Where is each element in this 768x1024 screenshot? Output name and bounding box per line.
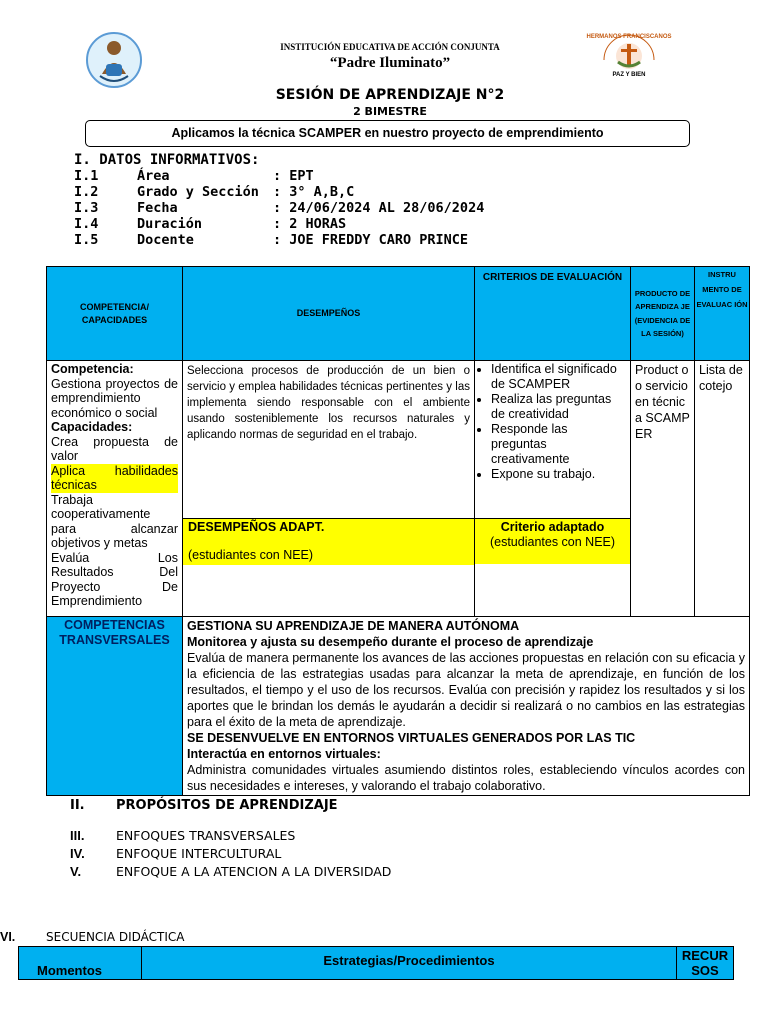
trans-text-2: Administra comunidades virtuales asumiendo distintos roles, estableciendo vínculos acordes con sus necesidades e intereses, y valorando el trabajo colaborativo. [187, 763, 745, 793]
competencia-cell [47, 361, 183, 617]
datos-num: I.5 [74, 232, 99, 248]
datos-label: Grado y Sección [137, 184, 259, 200]
datos-value: : EPT [273, 168, 314, 184]
datos-value: : JOE FREDDY CARO PRINCE [273, 232, 469, 248]
trans-sub-2: Interactúa en entornos virtuales: [187, 747, 381, 761]
capacidad-item: Trabaja cooperativamente para alcanzar objetivos y metas [51, 492, 178, 550]
section-6-num: VI. [0, 930, 16, 944]
section-5-num: V. [70, 864, 82, 879]
momentos-header: Momentos [19, 947, 142, 980]
svg-text:HERMANOS FRANCISCANOS: HERMANOS FRANCISCANOS [586, 34, 672, 40]
header-criterios: CRITERIOS DE EVALUACIÓN [475, 267, 631, 361]
criterio-item: • Expone su trabajo. [491, 467, 626, 482]
datos-value: : 24/06/2024 AL 28/06/2024 [273, 200, 485, 216]
desempeno-cell: Selecciona procesos de producción de un bien o servicio y emplea habilidades técnicas pertinentes y las implementa siendo responsable con el ambiente usando sosteniblemente los recursos naturales y aplicando normas de seguridad en el trabajo. [183, 361, 475, 519]
competencias-table [46, 266, 750, 796]
section-6-heading: SECUENCIA DIDÁCTICA [46, 930, 185, 944]
header-producto: PRODUCTO DE APRENDIZA JE (EVIDENCIA DE LA SESIÓN) [631, 267, 695, 361]
desempenos-adapt-box [183, 519, 474, 565]
instrumento-cell: Lista de cotejo [695, 361, 750, 617]
criterio-item: • Responde las preguntas creativamente [491, 422, 626, 467]
datos-num: I.1 [74, 168, 99, 184]
bimester: 2 BIMESTRE [353, 105, 427, 118]
franciscan-logo [586, 26, 672, 91]
section-5-heading: ENFOQUE A LA ATENCION A LA DIVERSIDAD [116, 864, 392, 879]
motto-text: PAZ Y BIEN [612, 72, 646, 78]
section-3-heading: ENFOQUES TRANSVERSALES [116, 828, 296, 843]
capacidades-label: Capacidades: [51, 420, 133, 434]
criterio-adapt-note: (estudiantes con NEE) [489, 535, 616, 549]
desempenos-adapt-cell [183, 519, 475, 617]
session-title: SESIÓN DE APRENDIZAJE N°2 [275, 87, 505, 103]
proposito-heading: PROPÓSITOS DE APRENDIZAJE [116, 798, 338, 813]
trans-title-1: GESTIONA SU APRENDIZAJE DE MANERA AUTÓNOMA [187, 619, 520, 633]
trans-title-2: SE DESENVUELVE EN ENTORNOS VIRTUALES GENERADOS POR LAS TIC [187, 731, 636, 745]
desempenos-adapt-note: (estudiantes con NEE) [188, 548, 314, 562]
datos-value: : 2 HORAS [273, 216, 347, 232]
trans-sub-1: Monitorea y ajusta su desempeño durante el proceso de aprendizaje [187, 635, 594, 649]
datos-title: I. DATOS INFORMATIVOS: [74, 152, 260, 168]
transversales-row [47, 617, 750, 796]
proposito-num: II. [70, 798, 85, 813]
producto-cell: Product o o servicio en técnica SCAMP ER [631, 361, 695, 617]
criterios-cell [475, 361, 631, 519]
competencia-text: Gestiona proyectos de emprendimiento económico o social [51, 376, 178, 420]
datos-label: Fecha [137, 200, 178, 216]
transversales-label: COMPETENCIAS TRANSVERSALES [47, 617, 183, 796]
section-3-num: III. [70, 828, 85, 843]
criterio-adapt-box [475, 519, 630, 564]
datos-num: I.4 [74, 216, 99, 232]
section-4-num: IV. [70, 846, 85, 861]
header-desempenos: DESEMPEÑOS [183, 267, 475, 361]
datos-num: I.3 [74, 200, 99, 216]
session-topic: Aplicamos la técnica SCAMPER en nuestro proyecto de emprendimiento [171, 126, 604, 140]
institution-line: INSTITUCIÓN EDUCATIVA DE ACCIÓN CONJUNTA [280, 42, 500, 52]
secuencia-table [18, 946, 734, 980]
criterio-adapt-cell [475, 519, 631, 617]
capacidad-item: Evalúa Los Resultados Del Proyecto De Emprendimiento [51, 550, 178, 608]
datos-label: Área [137, 168, 170, 184]
competencia-label: Competencia: [51, 362, 134, 376]
header-instrumento: INSTRU MENTO DE EVALUAC IÓN [695, 267, 750, 361]
header-competencia: COMPETENCIA/ CAPACIDADES [47, 267, 183, 361]
criterio-adapt-title: Criterio adaptado [500, 520, 605, 534]
table-row [47, 361, 750, 519]
datos-num: I.2 [74, 184, 99, 200]
section-4-heading: ENFOQUE INTERCULTURAL [116, 846, 282, 861]
trans-text-1: Evalúa de manera permanente los avances de las acciones propuestas en relación con su eficacia y la eficiencia de las estrategias usadas para alcanzar la meta de aprendizaje, en función de los resultados, el tiempo y el uso de los recursos. Evalúa con precisión y rapidez los resultados y si los aportes que le brindan los demás le ayudarán a decidir si realizará o no cambios en las estrategias para el éxito de la meta de aprendizaje. [187, 651, 745, 729]
secuencia-header-row [19, 947, 734, 980]
datos-label: Duración [137, 216, 203, 232]
session-topic-box [85, 120, 690, 147]
criterios-list [479, 362, 626, 482]
school-logo [86, 30, 142, 95]
criterio-item: • Realiza las preguntas de creatividad [491, 392, 626, 422]
datos-value: : 3° A,B,C [273, 184, 355, 200]
school-name: “Padre Iluminato” [329, 55, 451, 71]
table-header-row [47, 267, 750, 361]
datos-label: Docente [137, 232, 194, 248]
capacidad-item-highlighted: Aplica habilidades técnicas [51, 463, 178, 492]
transversales-content [183, 617, 750, 796]
estrategias-header: Estrategias/Procedimientos [142, 947, 677, 980]
criterio-item: • Identifica el significado de SCAMPER [491, 362, 626, 392]
capacidad-item: Crea propuesta de valor [51, 434, 178, 463]
recursos-header: RECUR SOS [677, 947, 734, 980]
desempenos-adapt-title: DESEMPEÑOS ADAPT. [188, 520, 325, 534]
